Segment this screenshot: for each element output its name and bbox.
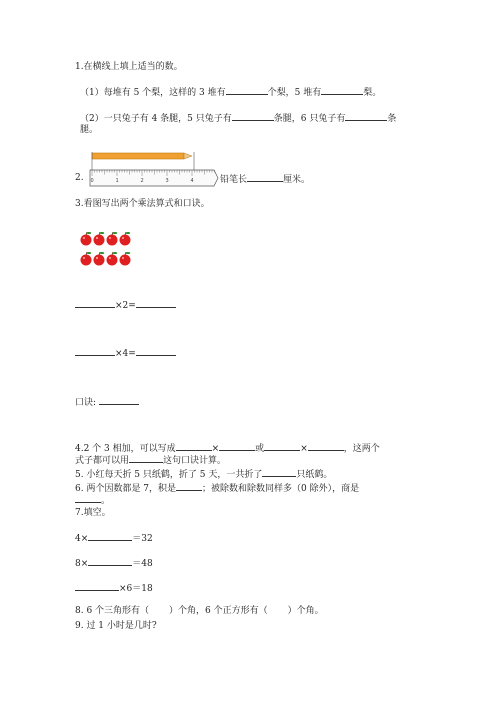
ruler-with-pencil-image (88, 152, 220, 188)
q2-text-b: 厘米。 (283, 175, 311, 185)
answer-blank[interactable] (99, 395, 139, 405)
answer-blank[interactable] (75, 493, 101, 503)
pencil-body (92, 153, 184, 159)
q4-text-c: 或 (255, 444, 265, 454)
answer-blank[interactable] (247, 172, 283, 182)
answer-blank[interactable] (129, 453, 163, 463)
apple-icon (120, 252, 131, 266)
answer-blank[interactable] (88, 556, 132, 566)
q3-title: 3.看图写出两个乘法算式和口诀。 (75, 199, 210, 209)
q8-text-a: 8. 6 个三角形有（ (75, 606, 150, 616)
apple-icon (107, 252, 118, 266)
answer-blank[interactable] (264, 441, 300, 451)
q1-part2-text-b: 条腿，6 只兔子有 (273, 114, 346, 124)
answer-blank[interactable] (176, 441, 212, 451)
q7-e1-text-b: ＝32 (132, 534, 153, 544)
q7-equation-1 (75, 531, 153, 545)
q2-text-a: 铅笔长 (220, 175, 248, 185)
q5-text-b: 只纸鹤。 (296, 470, 333, 480)
answer-blank[interactable] (321, 85, 363, 95)
ruler-label: 1 (115, 178, 119, 184)
answer-blank[interactable] (75, 298, 115, 308)
q6-text-a: 6. 两个因数都是 7，积是 (75, 484, 177, 494)
q7-title: 7.填空。 (75, 508, 111, 518)
q1-part2-continuation: 腿。 (80, 125, 99, 135)
answer-blank[interactable] (136, 346, 176, 356)
ruler-label: 4 (190, 178, 194, 184)
q1-part2-text-a: （2）一只兔子有 4 条腿，5 只兔子有 (80, 114, 232, 124)
q5-line (75, 467, 332, 481)
q9-line: 9. 过 1 小时是几时? (75, 621, 157, 631)
ruler-label: 3 (165, 178, 169, 184)
q1-part1-text-b: 个梨，5 堆有 (267, 88, 322, 98)
q1-part2 (80, 111, 396, 125)
q4-text-b: × (211, 444, 220, 454)
answer-blank[interactable] (136, 298, 176, 308)
q7-equation-3 (75, 581, 153, 595)
answer-blank[interactable] (219, 441, 255, 451)
q2-number: 2. (75, 173, 84, 183)
q2-answer-line (220, 172, 310, 186)
q4-text-g: 这句口诀计算。 (163, 456, 227, 466)
q8-line (75, 605, 324, 617)
q7-e3-text-b: ×6＝18 (119, 584, 153, 594)
q3-eq2-text: ×4= (115, 349, 136, 359)
q7-e2-text-a: 8× (75, 559, 89, 569)
q5-text-a: 5. 小红每天折 5 只纸鹤，折了 5 天，一共折了 (75, 470, 263, 480)
q6-line-1 (75, 481, 359, 495)
q1-title: 1.在横线上填上适当的数。 (75, 62, 183, 72)
answer-blank[interactable] (75, 346, 115, 356)
answer-blank[interactable] (88, 531, 132, 541)
pencil-tip (184, 153, 192, 159)
answer-blank[interactable] (345, 111, 387, 121)
q1-part1-text-c: 梨。 (363, 88, 382, 98)
apple-icon (107, 232, 118, 246)
q3-equation-1 (75, 298, 176, 312)
answer-blank[interactable] (262, 467, 296, 477)
q6-text-b: ；被除数和除数同样多（0 除外），商是 (202, 484, 360, 494)
ruler-body (90, 170, 218, 186)
q7-e1-text-a: 4× (75, 534, 89, 544)
q8-text-b: ）个角，6 个正方形有（ (169, 606, 268, 616)
apple-icon (81, 252, 92, 266)
answer-blank[interactable] (226, 85, 268, 95)
ruler-label: 0 (90, 178, 94, 184)
q3-equation-2 (75, 346, 176, 360)
q3-koujue-label: 口诀: (75, 398, 97, 408)
answer-blank[interactable] (232, 111, 274, 121)
q4-text-f: 式子都可以用 (75, 456, 130, 466)
q3-koujue (75, 395, 139, 409)
q3-eq1-text: ×2= (115, 301, 136, 311)
q7-e2-text-b: ＝48 (132, 559, 153, 569)
q6-text-c: 。 (101, 496, 111, 506)
ruler-label: 2 (140, 178, 144, 184)
answer-blank[interactable] (308, 441, 344, 451)
apple-icon (94, 252, 105, 266)
q4-text-a: 4.2 个 3 相加，可以写成 (75, 444, 176, 454)
q1-part1-text-a: （1）每堆有 5 个梨，这样的 3 堆有 (80, 88, 226, 98)
apple-icon (81, 232, 92, 246)
q8-text-c: ）个角。 (287, 606, 324, 616)
q1-part2-text-c: 条 (387, 114, 397, 124)
q7-equation-2 (75, 556, 153, 570)
q4-text-d: × (300, 444, 308, 454)
q6-line-2 (75, 493, 110, 507)
answer-blank[interactable] (176, 481, 202, 491)
q4-text-e: ，这两个 (343, 444, 380, 454)
q4-line-2 (75, 453, 226, 467)
q1-part1 (80, 85, 381, 99)
apple-icon (120, 232, 131, 246)
apple-icon (94, 232, 105, 246)
answer-blank[interactable] (75, 581, 119, 591)
apple-picture (78, 231, 138, 271)
